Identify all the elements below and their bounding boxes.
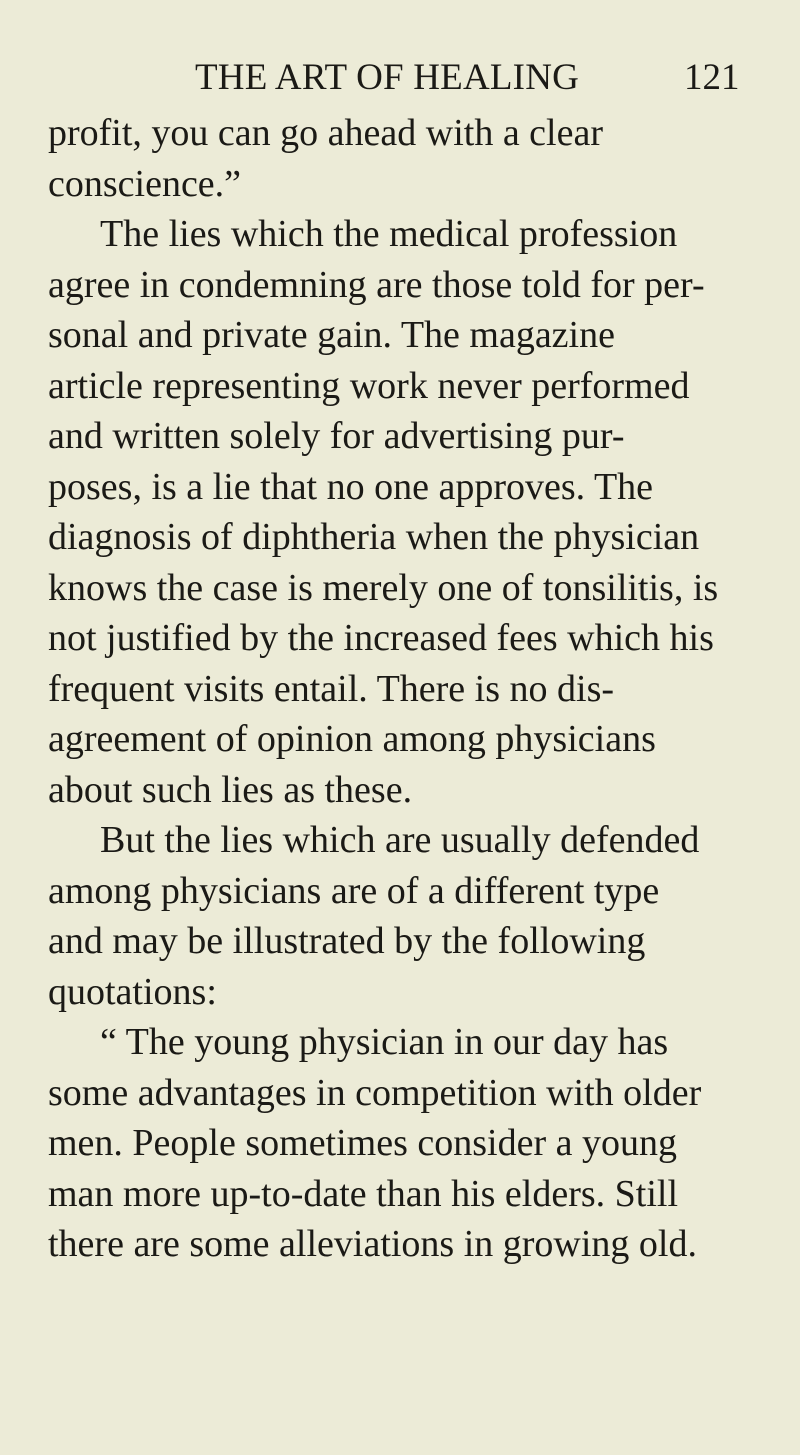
text-line: profit, you can go ahead with a clear (48, 112, 603, 154)
text-line: quotations: (48, 970, 217, 1013)
text-line: and may be illustrated by the following (48, 920, 646, 962)
body-text (48, 108, 768, 1270)
page-number: 121 (684, 57, 740, 98)
text-line: knows the case is merely one of tonsilitis, is (48, 566, 719, 609)
text-line: article representing work never performed (48, 364, 690, 407)
text-line: some advantages in competition with older (48, 1071, 702, 1114)
text-line: men. People sometimes consider a young (48, 1122, 677, 1164)
text-line: agree in condemning are those told for per- (48, 263, 705, 306)
text-line: man more up-to-date than his elders. Still (48, 1172, 679, 1215)
text-line: conscience.” (48, 162, 242, 205)
text-line: among physicians are of a different type (48, 869, 660, 912)
text-line: sonal and private gain. The magazine (48, 314, 615, 356)
text-line: poses, is a lie that no one approves. The (48, 465, 654, 508)
text-line: diagnosis of diphtheria when the physician (48, 516, 700, 558)
running-head (0, 56, 800, 104)
text-line: there are some alleviations in growing old. (48, 1223, 697, 1265)
text-line: “ The young physician in our day has (100, 1021, 669, 1063)
text-line: not justified by the increased fees which his (48, 617, 714, 659)
text-line: frequent visits entail. There is no dis- (48, 667, 615, 710)
text-line: about such lies as these. (48, 768, 413, 811)
text-line: agreement of opinion among physicians (48, 718, 656, 760)
running-title: THE ART OF HEALING (195, 57, 580, 98)
text-line: But the lies which are usually defended (100, 819, 700, 861)
text-line: The lies which the medical profession (100, 213, 678, 255)
text-line: and written solely for advertising pur- (48, 415, 625, 457)
